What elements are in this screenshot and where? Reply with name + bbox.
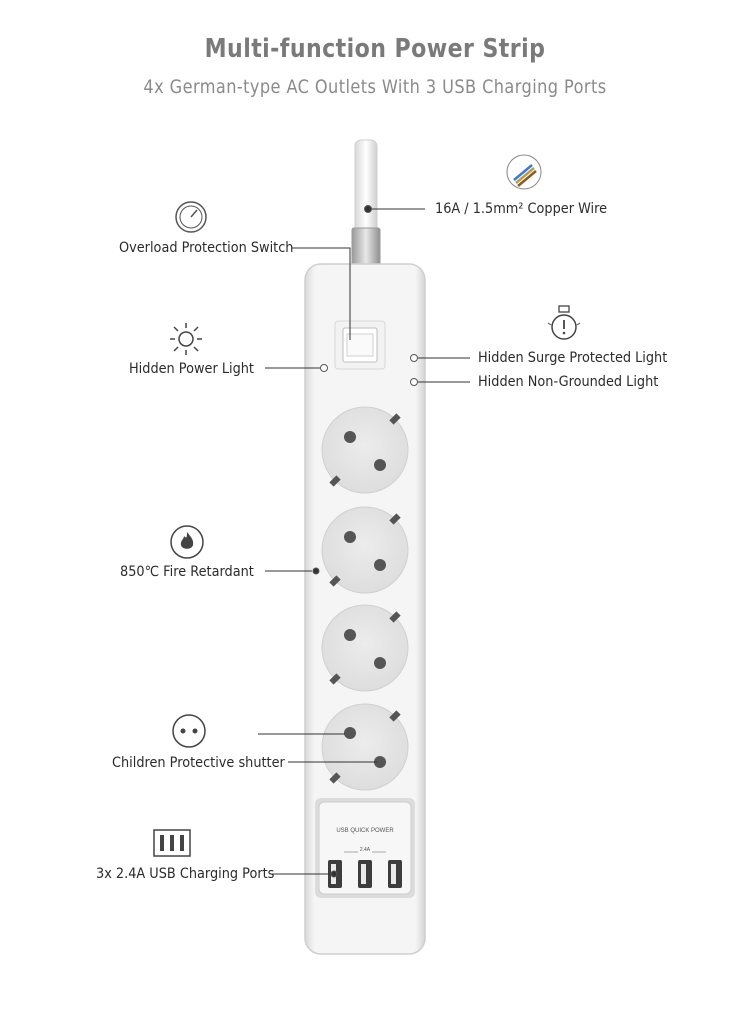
gauge-icon [174,200,208,234]
flame-icon [169,524,205,560]
socket-4 [322,704,408,790]
page-title: Multi-function Power Strip [204,34,546,64]
shutter-dots-icon [171,713,207,749]
label-power-light: Hidden Power Light [129,361,254,377]
label-surge-light: Hidden Surge Protected Light [478,350,668,366]
label-fire-retardant: 850℃ Fire Retardant [120,564,254,580]
sun-icon [167,320,205,358]
label-overload-switch: Overload Protection Switch [119,240,294,256]
label-child-shutter: Children Protective shutter [112,755,285,771]
usb-panel-rating: 2.4A [359,847,371,853]
socket-3 [322,605,408,691]
page-subtitle: 4x German-type AC Outlets With 3 USB Charging Ports [143,76,607,98]
socket-1 [322,407,408,493]
usb-panel-caption: USB QUICK POWER [336,828,394,834]
power-cord [352,140,380,268]
socket-2 [322,507,408,593]
wire-colors-icon [505,153,543,191]
overload-switch [335,321,385,369]
label-copper-wire: 16A / 1.5mm² Copper Wire [435,201,608,217]
usb-ports-icon [153,829,191,857]
label-usb-ports: 3x 2.4A USB Charging Ports [96,866,275,882]
warning-light-icon [545,305,583,345]
label-non-grounded-light: Hidden Non-Grounded Light [478,374,659,390]
